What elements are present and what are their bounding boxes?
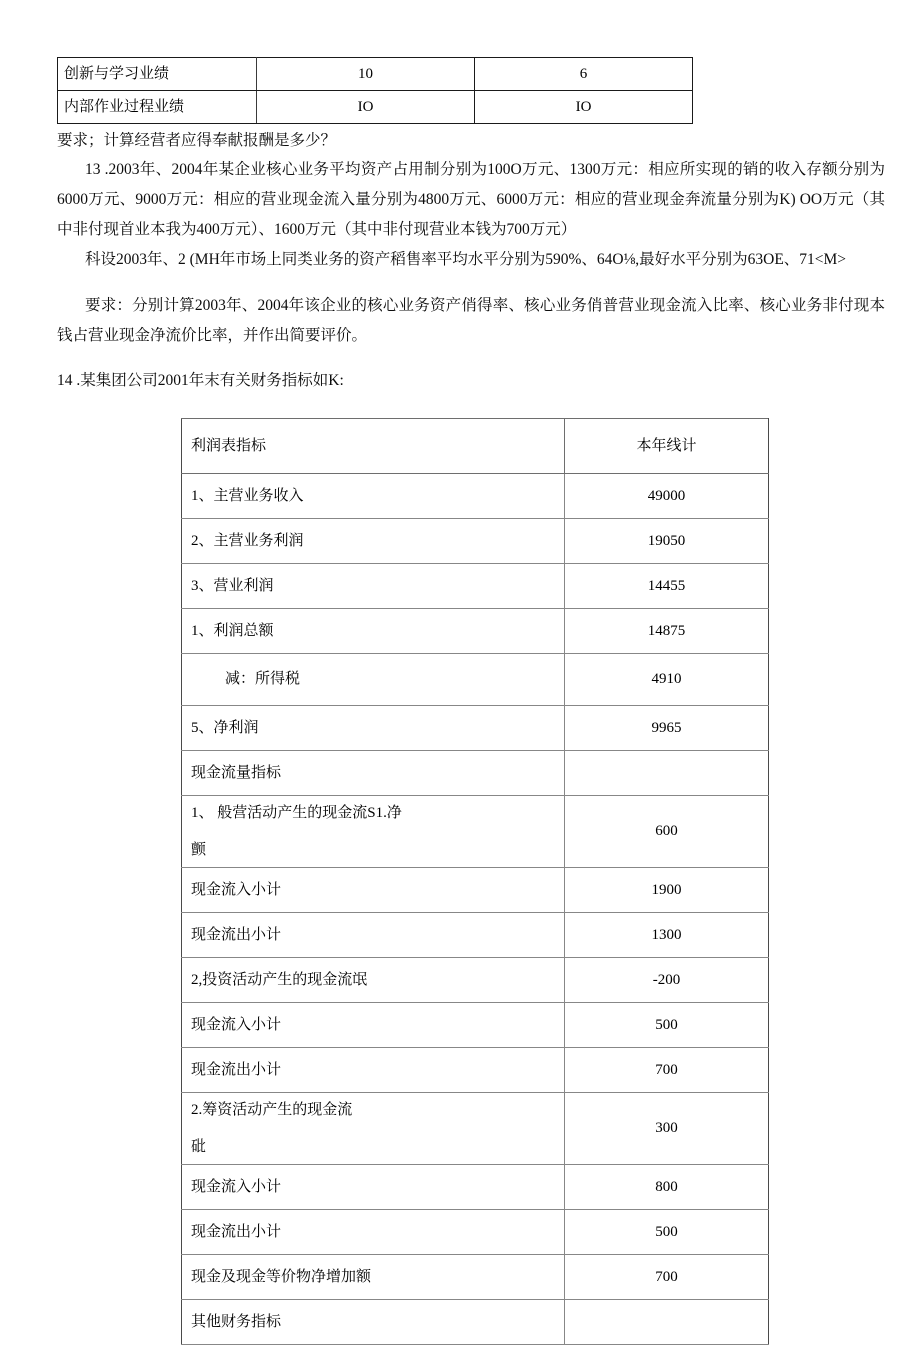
indicator-name-text: 1、利润总额: [191, 622, 274, 639]
table-row: [182, 654, 769, 706]
scorecard-table-body: [58, 58, 693, 124]
indicator-name-cell: [182, 1255, 565, 1300]
financial-indicators-table: [181, 418, 769, 1345]
table-row: [182, 868, 769, 913]
indicator-name-cell: [182, 958, 565, 1003]
indicator-value-cell: 1300: [565, 913, 769, 958]
table-row: [58, 91, 693, 124]
indicator-name-cell: [182, 1093, 565, 1165]
indicator-name-text: 减：所得税: [225, 671, 301, 688]
indicator-name-text: 1、 般营活动产生的现金流S1.净: [191, 805, 402, 821]
indicator-name-text: 2.筹资活动产生的现金流: [191, 1102, 353, 1118]
indicator-name-cell: [182, 1003, 565, 1048]
financial-table-head: [182, 419, 769, 474]
indicator-name-cell: [182, 1210, 565, 1255]
indicator-value-cell: 300: [565, 1093, 769, 1165]
table-row: [182, 1210, 769, 1255]
indicator-name-text: 现金流入小计: [191, 881, 282, 898]
indicator-name-cell: [182, 868, 565, 913]
indicator-value-cell: 1900: [565, 868, 769, 913]
indicator-value-cell: [565, 1300, 769, 1345]
scorecard-row-value-2: IO: [475, 91, 693, 124]
indicator-value-cell: 500: [565, 1210, 769, 1255]
indicator-value-cell: 14455: [565, 564, 769, 609]
scorecard-row-value-2: 6: [475, 58, 693, 91]
indicator-name-text: 现金及现金等价物净增加额: [191, 1268, 372, 1285]
indicator-value-cell: 49000: [565, 474, 769, 519]
indicator-value-cell: [565, 751, 769, 796]
scorecard-row-value-1: 10: [257, 58, 475, 91]
indicator-value-cell: 800: [565, 1165, 769, 1210]
indicator-name-text: 现金流入小计: [191, 1016, 282, 1033]
table-row: [182, 751, 769, 796]
indicator-name-text-line2: 颤: [191, 841, 207, 858]
indicator-value-cell: 19050: [565, 519, 769, 564]
table-row: [182, 796, 769, 868]
column-header-value: 本年线计: [565, 419, 769, 474]
scorecard-row-value-1: IO: [257, 91, 475, 124]
requirement-line-1: 要求；计算经营者应得奉献报酬是多少？: [57, 132, 337, 149]
indicator-name-text: 现金流出小计: [191, 1223, 282, 1240]
indicator-name-text: 2、主营业务利润: [191, 532, 304, 549]
table-row: [58, 58, 693, 91]
scorecard-row-label: 创新与学习业绩: [58, 58, 257, 91]
table-row: [182, 913, 769, 958]
table-row: [182, 519, 769, 564]
indicator-name-cell: [182, 796, 565, 868]
table-row: [182, 1300, 769, 1345]
question-14-text: 14 .某集团公司2001年末有关财务指标如K:: [57, 372, 344, 389]
indicator-name-cell: [182, 474, 565, 519]
indicator-value-cell: 9965: [565, 706, 769, 751]
table-row: [182, 1003, 769, 1048]
indicator-name-text: 现金流出小计: [191, 1061, 282, 1078]
indicator-name-cell: [182, 609, 565, 654]
indicator-name-cell: [182, 519, 565, 564]
indicator-name-text: 现金流入小计: [191, 1178, 282, 1195]
question-13-subtext: 科设2003年、2 (MH年市场上同类业务的资产稻售率平均水平分别为590%、64O⅛,最好水平分别为63OE、71<M>: [85, 251, 847, 268]
indicator-name-text: 2,投资活动产生的现金流氓: [191, 971, 368, 988]
column-header-indicator: 利润表指标: [182, 419, 565, 474]
indicator-name-cell: [182, 1165, 565, 1210]
indicator-value-cell: 500: [565, 1003, 769, 1048]
indicator-value-cell: 700: [565, 1048, 769, 1093]
table-row: [182, 1048, 769, 1093]
requirement-line-2: 要求：分别计算2003年、2004年该企业的核心业务资产俏得率、核心业务俏普营业现金流入比率、核心业务非付现本钱占营业现金净流价比率，并作出简要评价。: [57, 297, 885, 344]
table-row: [182, 609, 769, 654]
indicator-name-cell: [182, 654, 565, 706]
indicator-name-cell: [182, 751, 565, 796]
indicator-value-cell: -200: [565, 958, 769, 1003]
table-row: [182, 958, 769, 1003]
scorecard-table: [57, 57, 693, 124]
indicator-name-text: 1、主营业务收入: [191, 487, 304, 504]
table-row: [182, 1093, 769, 1165]
indicator-name-text: 其他财务指标: [191, 1313, 282, 1330]
financial-table-body: [182, 474, 769, 1345]
indicator-name-text-line2: 砒: [191, 1138, 207, 1155]
indicator-value-cell: 600: [565, 796, 769, 868]
indicator-name-cell: [182, 1048, 565, 1093]
scorecard-row-label: 内部作业过程业绩: [58, 91, 257, 124]
indicator-name-cell: [182, 564, 565, 609]
indicator-value-cell: 14875: [565, 609, 769, 654]
indicator-value-cell: 700: [565, 1255, 769, 1300]
question-13-text: 13 .2003年、2004年某企业核心业务平均资产占用制分别为100O万元、1300万元：相应所实现的销的收入存额分别为6000万元、9000万元：相应的营业现金流入量分别为4800万元、6000万元：相应的营业现金奔流量分别为K) OO万元（其中非付现首业本我为400万元）、1600万元（其中非付现营业本钱为700万元）: [57, 161, 885, 238]
table-row: [182, 706, 769, 751]
indicator-name-cell: [182, 913, 565, 958]
indicator-name-text: 5、净利润: [191, 719, 259, 736]
table-row: [182, 1255, 769, 1300]
indicator-name-text: 现金流出小计: [191, 926, 282, 943]
table-header-row: [182, 419, 769, 474]
table-row: [182, 1165, 769, 1210]
indicator-name-cell: [182, 1300, 565, 1345]
indicator-name-text: 现金流量指标: [191, 764, 282, 781]
table-row: [182, 474, 769, 519]
indicator-name-cell: [182, 706, 565, 751]
indicator-name-text: 3、营业利润: [191, 577, 274, 594]
table-row: [182, 564, 769, 609]
indicator-value-cell: 4910: [565, 654, 769, 706]
